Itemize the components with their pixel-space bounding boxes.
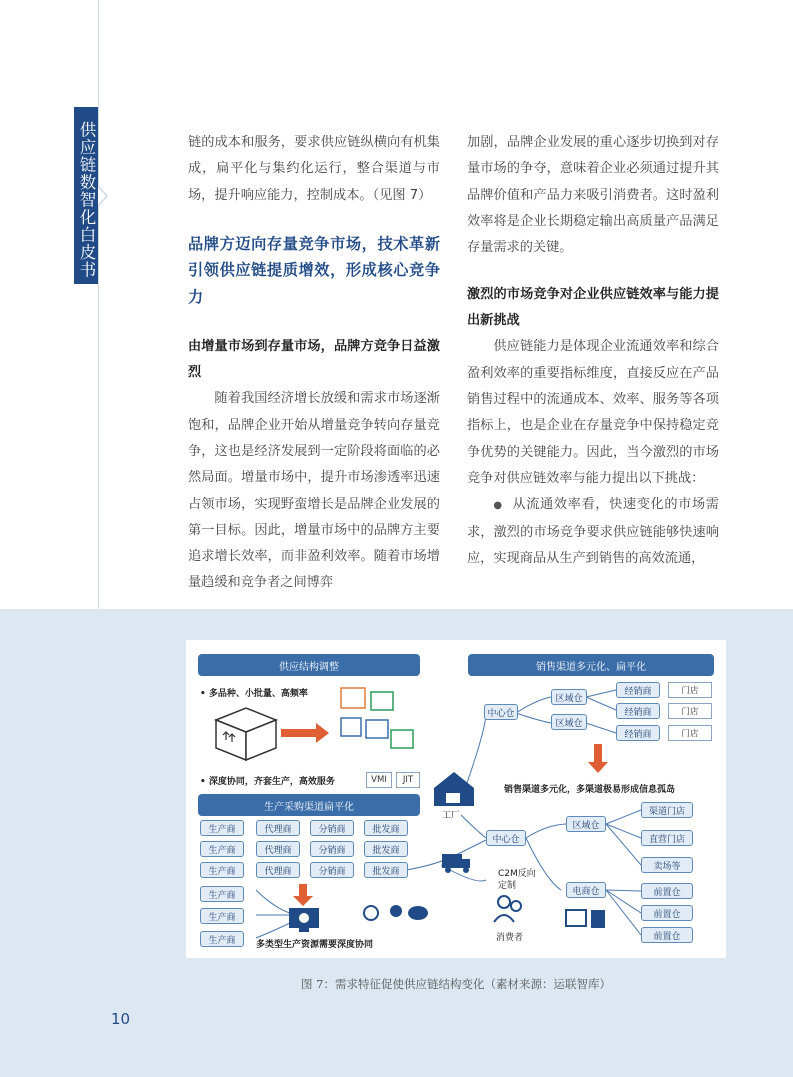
wholesaler-r3: 批发商	[364, 862, 408, 878]
producer-r6: 生产商	[200, 931, 244, 947]
distributor-3: 经销商	[616, 725, 660, 741]
small-packages-icon	[341, 688, 413, 748]
computer-icon	[289, 908, 319, 932]
subsection-heading-1: 由增量市场到存量市场，品牌方竞争日益激烈	[188, 339, 440, 381]
right-bullet-item	[467, 492, 719, 572]
left-column	[188, 130, 440, 597]
sales-channel-bar: 销售渠道多元化、扁平化	[468, 654, 714, 676]
sidebar-title: 供应链数智化白皮书	[77, 121, 96, 279]
wholesaler-r1: 批发商	[364, 820, 408, 836]
store-2: 门店	[668, 703, 712, 719]
distributor-2: 经销商	[616, 703, 660, 719]
subsection-heading-2: 激烈的市场竞争对企业供应链效率与能力提出新挑战	[467, 287, 719, 329]
sub-distributor-r3: 分销商	[310, 862, 354, 878]
right-paragraph-2: 供应链能力是体现企业流通效率和综合盈利效率的重要指标维度，直接反应在产品销售过程中的流通成本、效率、服务等各项指标上，也是企业在存量竞争中保持稳定竞争优势的关键能力。因此，当今激烈的市场竞争对供应链效率与能力提出以下挑战：	[467, 339, 719, 486]
vmi-tag: VMI	[366, 772, 392, 788]
c2m-label: C2M反向定制	[498, 869, 536, 891]
producer-r4: 生产商	[200, 886, 244, 902]
package-icon	[216, 708, 276, 760]
bullet-varieties: • 多品种、小批量、高频率	[200, 689, 308, 699]
agent-r1: 代理商	[256, 820, 300, 836]
agent-r2: 代理商	[256, 841, 300, 857]
logistics-icons	[364, 905, 428, 920]
distributor-1: 经销商	[616, 682, 660, 698]
factory-label: 工厂	[442, 811, 461, 821]
front-warehouse-2: 前置仓	[641, 905, 693, 921]
consumer-label: 消费者	[496, 933, 524, 943]
ecommerce-warehouse: 电商仓	[566, 882, 606, 898]
left-paragraph-1: 链的成本和服务，要求供应链纵横向有机集成，扁平化与集约化运行，整合渠道与市场，提升响应能力，控制成本。（见图 7）	[188, 135, 440, 203]
section-heading: 品牌方迈向存量竞争市场，技术革新引领供应链提质增效，形成核心竞争力	[188, 234, 440, 306]
right-column	[467, 130, 719, 572]
region-warehouse-b: 区域仓	[551, 714, 587, 730]
truck-icon	[442, 854, 470, 873]
center-warehouse-2: 中心仓	[486, 830, 526, 846]
producer-r3: 生产商	[200, 862, 244, 878]
cart-icon	[566, 910, 605, 928]
producer-r5: 生产商	[200, 908, 244, 924]
jit-tag: JIT	[396, 772, 420, 788]
region-warehouse-c: 区域仓	[566, 816, 606, 832]
mall-store: 卖场等	[641, 857, 693, 873]
supply-chain-figure	[186, 640, 726, 958]
sub-distributor-r1: 分销商	[310, 820, 354, 836]
store-1: 门店	[668, 682, 712, 698]
left-paragraph-2: 随着我国经济增长放缓和需求市场逐渐饱和，品牌企业开始从增量竞争转向存量竞争，这也是经济发展到一定阶段将面临的必然局面。增量市场中，提升市场渗透率迅速占领市场，实现野蛮增长是品牌企业发展的第一目标。因此，增量市场中的品牌方主要追求增长效率，而非盈利效率。随着市场增量趋缓和竞争者之间博弈	[188, 391, 440, 591]
consumer-icon	[494, 896, 521, 922]
production-note: 多类型生产资源需要深度协同	[256, 940, 374, 950]
agent-r3: 代理商	[256, 862, 300, 878]
center-warehouse-1: 中心仓	[484, 704, 518, 720]
channel-store: 渠道门店	[641, 802, 693, 818]
direct-store: 直营门店	[641, 830, 693, 846]
bullet-collaboration: • 深度协同，齐套生产，高效服务	[200, 777, 335, 787]
sidebar-title-tab	[74, 107, 98, 284]
bullet-text: 从流通效率看，快速变化的市场需求，激烈的市场竞争要求供应链能够快速响应，实现商品从生产到销售的高效流通，	[467, 497, 719, 566]
producer-r1: 生产商	[200, 820, 244, 836]
figure-caption: 图 7：需求特征促使供应链结构变化（素材来源：运联智库）	[301, 977, 611, 991]
sidebar-arrow	[98, 187, 106, 205]
sales-note: 销售渠道多元化，多渠道极易形成信息孤岛	[504, 785, 676, 795]
supply-structure-bar: 供应结构调整	[198, 654, 420, 676]
wholesaler-r2: 批发商	[364, 841, 408, 857]
sub-distributor-r2: 分销商	[310, 841, 354, 857]
front-warehouse-1: 前置仓	[641, 883, 693, 899]
producer-r2: 生产商	[200, 841, 244, 857]
bullet-icon: ●	[493, 500, 503, 512]
production-channel-bar: 生产采购渠道扁平化	[198, 794, 420, 816]
right-paragraph-1: 加剧，品牌企业发展的重心逐步切换到对存量市场的争夺，意味着企业必须通过提升其品牌价值和产品力来吸引消费者。这时盈利效率将是企业长期稳定输出高质量产品满足存量需求的关键。	[467, 135, 719, 256]
store-3: 门店	[668, 725, 712, 741]
page-number: 10	[111, 1010, 131, 1028]
region-warehouse-a: 区域仓	[551, 689, 587, 705]
front-warehouse-3: 前置仓	[641, 927, 693, 943]
factory-icon	[434, 772, 474, 806]
